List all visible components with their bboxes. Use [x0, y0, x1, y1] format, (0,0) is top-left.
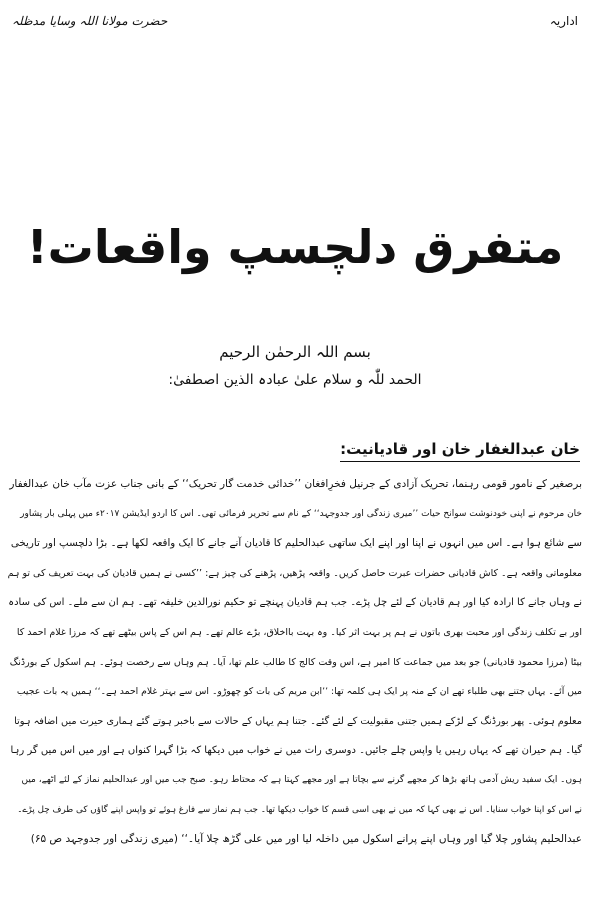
article-title: متفرق دلچسپ واقعات! — [26, 220, 564, 274]
section-label: اداریہ — [549, 14, 578, 28]
body-line: نے وہاں جانے کا ارادہ کیا اور ہم قادیان کے لئے چل پڑے۔ جب ہم قادیان پہنچے تو حکیم نورالدین خلیفہ تھے۔ ہم ان سے ملے۔ اس کی سادہ — [8, 597, 582, 609]
author-name: حضرت مولانا اللہ وسایا مدظلہ — [12, 14, 168, 28]
body-line: برصغیر کے نامور قومی رہنما، تحریک آزادی کے جرنیل فخرِافغان ’’خدائی خدمت گار تحریک‘‘ کے بانی جناب عزت مآب خان عبدالغفار — [9, 478, 582, 490]
body-line: خان مرحوم نے اپنی خودنوشت سوانح حیات ’’میری زندگی اور جدوجہد‘‘ کے نام سے تحریر فرمائی تھی۔ اس کا اردو ایڈیشن ۲۰۱۷ء میں پہلی بار پشاور — [20, 508, 582, 519]
body-line: بیٹا (مرزا محمود قادیانی) جو بعد میں جماعت کا امیر ہے، اس وقت کالج کا طالب علم تھا، آیا۔ ہم وہاں سے رخصت ہوئے۔ ہم اسکول کے بورڈنگ — [9, 656, 582, 668]
hamd-line: الحمد للّٰہ و سلام علیٰ عبادہ الذین اصطفیٰ: — [168, 372, 422, 388]
section-heading: خان عبدالغفار خان اور قادیانیت: — [340, 438, 580, 462]
body-line: ہوں۔ ایک سفید ریش آدمی ہاتھ بڑھا کر مجھے گرنے سے بچاتا ہے اور مجھے کہتا ہے کہ محتاط رہو۔ صبح جب میں اور عبدالحلیم نماز کے لئے اٹھے، میں — [21, 774, 582, 785]
running-header — [12, 4, 578, 38]
article-body — [8, 470, 582, 855]
body-line: معلوماتی واقعہ ہے۔ کاش قادیانی حضرات عبرت حاصل کریں۔ واقعہ پڑھیں، پڑھنے کی چیز ہے: ’’کسی نے ہمیں قادیان کی بہت تعریف کی تو ہم — [8, 567, 582, 579]
bismillah-line: بسم اللہ الرحمٰن الرحیم — [219, 343, 371, 361]
body-line-citation: عبدالحلیم پشاور چلا گیا اور وہاں اپنے پرانے اسکول میں داخلہ لیا اور میں علی گڑھ چلا آیا۔‘‘ (میری زندگی اور جدوجہد ص ۶۵) — [30, 833, 582, 846]
body-line: میں آئے۔ یہاں جتنے بھی طلباء تھے ان کے منہ پر ایک ہی کلمہ تھا: ’’ابن مریم کی بات کو چھوڑو۔ اس سے بہتر غلام احمد ہے۔‘‘ ہمیں یہ بات عجیب — [16, 686, 582, 698]
body-line: سے شائع ہوا ہے۔ اس میں انہوں نے اپنا اور اپنے ایک ساتھی عبدالحلیم کا قادیان آنے جانے کا ایک واقعہ لکھا ہے۔ بڑا دلچسپ اور تاریخی — [10, 537, 582, 550]
body-line: نے اس کو اپنا خواب سنایا۔ اس نے بھی کہا کہ میں نے بھی اسی قسم کا خواب دیکھا تھا۔ جب ہم نماز سے فارغ ہوئے تو واپس اپنے گاؤں کی طرف چل پڑے۔ — [17, 804, 582, 815]
body-line: معلوم ہوئی۔ پھر بورڈنگ کے لڑکے ہمیں جتنی مقبولیت کے لئے گئے۔ جتنا ہم یہاں کے حالات سے باخبر ہوتے گئے ہماری حیرت میں اضافہ ہوتا — [14, 715, 582, 727]
body-line: اور بے تکلف زندگی اور محبت بھری باتوں نے ہم پر بہت اثر کیا۔ وہ بہت بااخلاق، بڑے عالم تھے۔ ہم اس کے پاس بیٹھے تھے کہ مرزا غلام احمد کا — [16, 626, 582, 638]
body-line: گیا۔ ہم حیران تھے کہ یہاں رہیں یا واپس چلے جائیں۔ دوسری رات میں نے خواب میں دیکھا کہ بڑا گہرا کنواں ہے اور میں اس میں گر رہا — [10, 745, 582, 757]
